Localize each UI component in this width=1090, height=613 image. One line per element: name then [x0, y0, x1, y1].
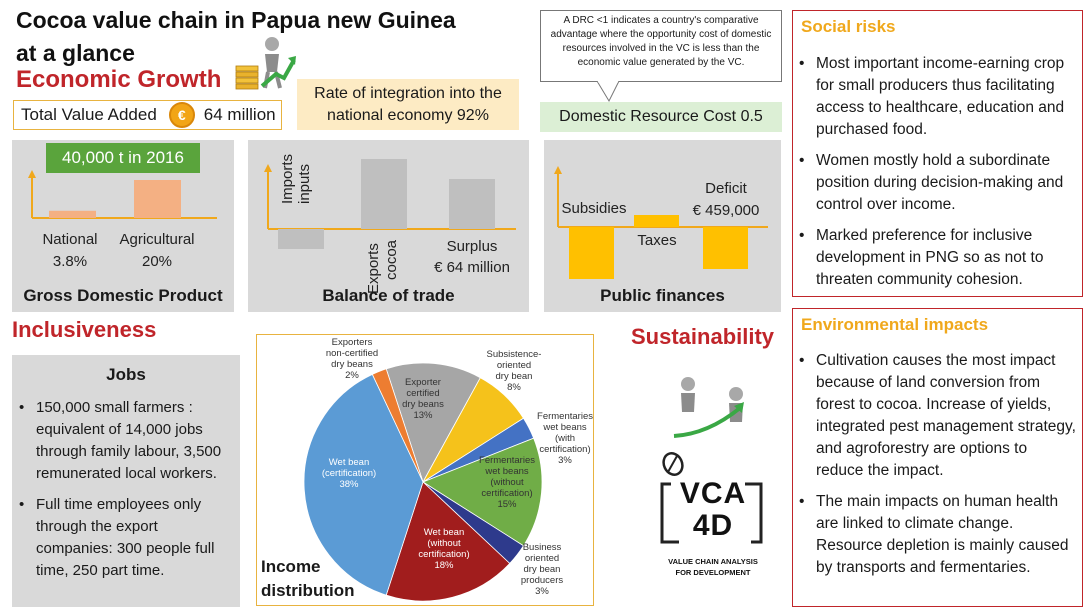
vca4d-logo-text [671, 478, 755, 542]
trade-category-label: Exports [365, 243, 382, 294]
pie-slice-label: Exporters [331, 337, 373, 348]
title-line-1: Cocoa value chain in Papua new Guinea [16, 7, 456, 33]
economic-growth-title: Economic Growth [16, 66, 222, 93]
finance-category-label: Subsidies [561, 200, 627, 217]
gdp-panel [12, 140, 234, 312]
pie-value-label: 18% [434, 560, 454, 571]
trade-bar [278, 229, 324, 249]
gdp-category-label: Agricultural [119, 231, 195, 248]
logo-line-1: VCA [679, 477, 747, 510]
pie-slice-label: non-certified [325, 348, 379, 359]
finance-bar [634, 215, 679, 227]
person-icon [681, 377, 695, 412]
vca4d-caption [657, 556, 769, 578]
trade-panel [248, 140, 529, 312]
income-distribution-panel [256, 334, 594, 606]
finance-category-label: Deficit [705, 180, 747, 197]
pie-slice-label: Wet bean [423, 527, 465, 538]
pie-slice-label: (without [427, 538, 461, 549]
trade-value-label: € 64 million [434, 259, 510, 276]
list-item: • Most important income-earning crop for small producers thus facilitating access to healthcare, education and purchased food. [794, 53, 1076, 141]
pie-slice-label: (without [490, 477, 524, 488]
coin-stack-icon [236, 66, 258, 89]
list-item: • Cultivation causes the most impact because of land conversion from forest to cocoa. Increase of yields, integrated pest management strategy, and agroforestry are options to reduce the impact. [794, 350, 1076, 482]
total-value-amount: 64 million [203, 105, 276, 124]
trade-title: Balance of trade [322, 286, 455, 305]
pie-value-label: 3% [558, 455, 572, 466]
finances-title: Public finances [600, 286, 725, 305]
list-item: • Women mostly hold a subordinate position during decision-making and control over income. [794, 150, 1076, 216]
pie-value-label: 13% [413, 410, 433, 421]
pie-slice-label: dry bean [523, 564, 561, 575]
gdp-value-label: 3.8% [52, 253, 88, 270]
pie-slice-label: Fermentaries [537, 411, 593, 422]
title-line-2: at a glance [16, 40, 135, 66]
social-risks-title: Social risks [801, 17, 896, 36]
vca4d-logo [657, 452, 769, 582]
trade-bar [361, 159, 407, 229]
pie-slice-label: Fermentaries [479, 455, 535, 466]
pie-slice-label: Wet bean [328, 457, 370, 468]
growth-illustration-icon [232, 34, 298, 96]
environment-title: Environmental impacts [801, 315, 989, 334]
social-risks-panel [792, 10, 1083, 297]
pie-slice-label: wet beans [543, 422, 587, 433]
income-title [261, 555, 354, 603]
trade-category-label: Imports [279, 153, 296, 204]
gdp-title: Gross Domestic Product [23, 286, 223, 305]
total-value-label: Total Value Added [21, 105, 157, 124]
income-title-line-1: Income [261, 557, 321, 576]
pie-slice-label: dry beans [331, 359, 373, 370]
jobs-panel [12, 355, 240, 607]
pie-slice-label: (with [554, 433, 576, 444]
finance-value-label: € 459,000 [692, 202, 760, 219]
pie-slice-label: wet beans [485, 466, 529, 477]
pie-slice-label: producers [520, 575, 564, 586]
jobs-title: Jobs [106, 365, 146, 384]
pie-value-label: 38% [339, 479, 359, 490]
finance-bar [703, 227, 748, 269]
pie-value-label: 2% [345, 370, 359, 381]
pie-slice-label: Subsistence- [486, 349, 542, 360]
social-risks-list [794, 53, 1076, 300]
euro-coin-icon: € [169, 102, 195, 128]
finance-bar [569, 227, 614, 279]
finance-category-label: Taxes [637, 232, 677, 249]
pie-value-label: 3% [535, 586, 549, 597]
pie-slice-label: dry bean [495, 371, 533, 382]
sustainability-illustration-icon [668, 372, 754, 444]
trade-bar [449, 179, 495, 229]
total-value-added-box [13, 100, 282, 130]
environment-panel [792, 308, 1083, 607]
trade-category-label: Surplus [446, 238, 498, 255]
gdp-badge-text: 40,000 t in 2016 [62, 148, 184, 167]
drc-note-text: A DRC <1 indicates a country's comparative advantage where the opportunity cost of domestic resources involved in the VC is less than the economic value generated by the VC. [550, 15, 772, 68]
pie-slice-label: oriented [524, 553, 560, 564]
gdp-category-label: National [42, 231, 98, 248]
pie-slice-label: Business [522, 542, 562, 553]
integration-rate-box [297, 79, 519, 130]
logo-caption-2: FOR DEVELOPMENT [675, 568, 751, 577]
logo-caption-1: VALUE CHAIN ANALYSIS [668, 557, 758, 566]
gdp-value-label: 20% [141, 253, 173, 270]
list-item: • The main impacts on human health are linked to climate change. Resource depletion is mainly caused by transports and fermentaries. [794, 491, 1076, 579]
pie-slice-label: certification) [418, 549, 470, 560]
list-item: • Marked preference for inclusive development in PNG so as not to threaten community cohesion. [794, 225, 1076, 291]
logo-line-2: 4D [692, 509, 734, 542]
list-item: • 150,000 small farmers : equivalent of 14,000 jobs through family labour, 3,500 remunerated local workers. [14, 397, 236, 485]
sustainability-title: Sustainability [631, 324, 775, 349]
pie-slice-label: (certification) [321, 468, 377, 479]
integration-rate-text: Rate of integration into the national economy 92% [314, 84, 502, 124]
gdp-bar [49, 211, 96, 218]
environment-list [794, 350, 1076, 588]
drc-text: Domestic Resource Cost 0.5 [559, 108, 763, 125]
pie-slice-label: dry beans [402, 399, 444, 410]
pie-slice-label: certification) [481, 488, 533, 499]
trade-category-label: cocoa [383, 239, 400, 280]
drc-callout-pointer-icon [595, 81, 621, 103]
jobs-list [14, 397, 236, 591]
pie-slice-label: Exporter [405, 377, 441, 388]
drc-note-callout [540, 10, 782, 82]
inclusiveness-title: Inclusiveness [12, 317, 157, 342]
drc-box [540, 102, 782, 132]
gdp-bar [134, 180, 181, 218]
income-title-line-2: distribution [261, 581, 355, 600]
pie-slice-label: oriented [496, 360, 532, 371]
trade-category-label: inputs [296, 163, 313, 204]
pie-value-label: 15% [497, 499, 517, 510]
pie-slice-label: certified [406, 388, 440, 399]
pie-value-label: 8% [507, 382, 521, 393]
list-item: • Full time employees only through the export companies: 300 people full time, 250 part time. [14, 494, 236, 582]
pie-slice-label: certification) [539, 444, 591, 455]
finances-panel [544, 140, 781, 312]
